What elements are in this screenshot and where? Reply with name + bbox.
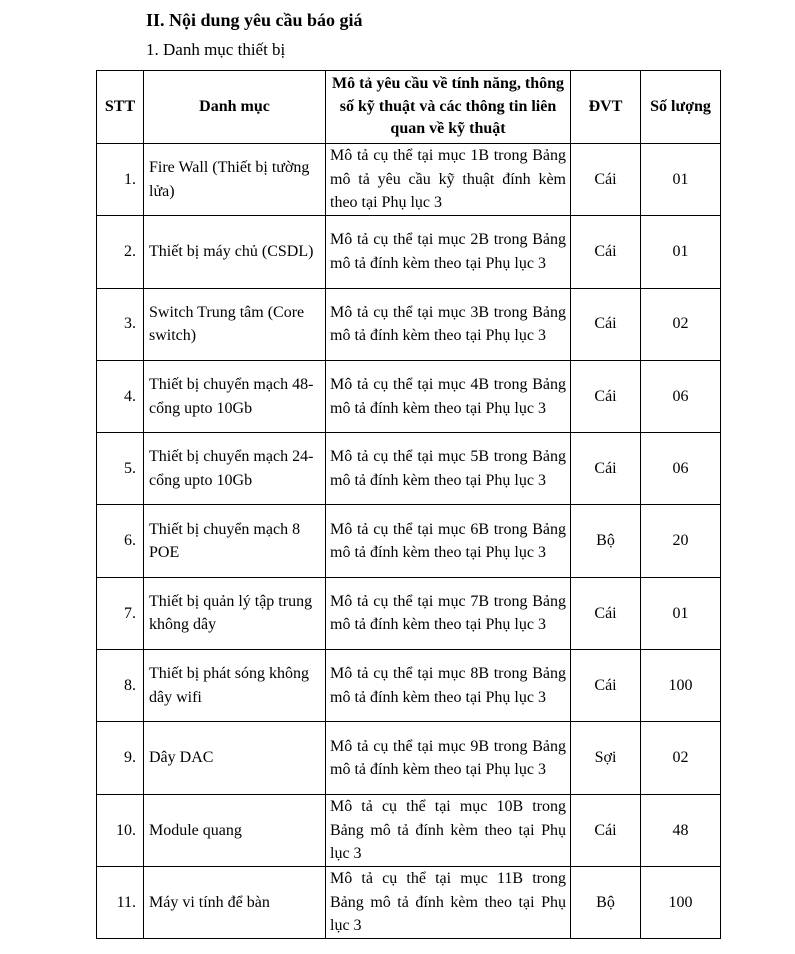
row-quantity: 01 <box>641 216 721 288</box>
row-category: Dây DAC <box>144 722 326 794</box>
row-description: Mô tả cụ thể tại mục 8B trong Bảng mô tả đính kèm theo tại Phụ lục 3 <box>326 650 571 722</box>
table-header-row <box>97 71 721 144</box>
row-quantity: 02 <box>641 288 721 360</box>
row-quantity: 01 <box>641 577 721 649</box>
header-stt: STT <box>97 71 144 144</box>
row-unit: Cái <box>571 794 641 866</box>
table-row <box>97 433 721 505</box>
row-description: Mô tả cụ thể tại mục 5B trong Bảng mô tả đính kèm theo tại Phụ lục 3 <box>326 433 571 505</box>
row-stt: 10. <box>97 794 144 866</box>
row-quantity: 48 <box>641 794 721 866</box>
row-category: Thiết bị phát sóng không dây wifi <box>144 650 326 722</box>
row-description: Mô tả cụ thể tại mục 10B trong Bảng mô tả đính kèm theo tại Phụ lục 3 <box>326 794 571 866</box>
row-quantity: 06 <box>641 433 721 505</box>
row-unit: Cái <box>571 288 641 360</box>
table-row <box>97 794 721 866</box>
table-row <box>97 288 721 360</box>
table-row <box>97 722 721 794</box>
row-category: Thiết bị chuyển mạch 48-cổng upto 10Gb <box>144 360 326 432</box>
header-category: Danh mục <box>144 71 326 144</box>
row-unit: Sợi <box>571 722 641 794</box>
row-description: Mô tả cụ thể tại mục 7B trong Bảng mô tả đính kèm theo tại Phụ lục 3 <box>326 577 571 649</box>
table-row <box>97 866 721 938</box>
row-description: Mô tả cụ thể tại mục 1B trong Bảng mô tả yêu cầu kỹ thuật đính kèm theo tại Phụ lục 3 <box>326 144 571 216</box>
row-unit: Cái <box>571 216 641 288</box>
row-category: Module quang <box>144 794 326 866</box>
table-row <box>97 144 721 216</box>
row-unit: Bộ <box>571 505 641 577</box>
header-unit: ĐVT <box>571 71 641 144</box>
row-description: Mô tả cụ thể tại mục 9B trong Bảng mô tả đính kèm theo tại Phụ lục 3 <box>326 722 571 794</box>
row-category: Fire Wall (Thiết bị tường lửa) <box>144 144 326 216</box>
row-stt: 6. <box>97 505 144 577</box>
row-unit: Cái <box>571 577 641 649</box>
subsection-title: 1. Danh mục thiết bị <box>146 40 286 59</box>
row-quantity: 20 <box>641 505 721 577</box>
row-stt: 2. <box>97 216 144 288</box>
row-description: Mô tả cụ thể tại mục 3B trong Bảng mô tả đính kèm theo tại Phụ lục 3 <box>326 288 571 360</box>
table-row <box>97 360 721 432</box>
row-description: Mô tả cụ thể tại mục 6B trong Bảng mô tả đính kèm theo tại Phụ lục 3 <box>326 505 571 577</box>
row-stt: 4. <box>97 360 144 432</box>
row-description: Mô tả cụ thể tại mục 11B trong Bảng mô tả đính kèm theo tại Phụ lục 3 <box>326 866 571 938</box>
row-unit: Bộ <box>571 866 641 938</box>
row-quantity: 100 <box>641 650 721 722</box>
row-category: Switch Trung tâm (Core switch) <box>144 288 326 360</box>
row-unit: Cái <box>571 360 641 432</box>
row-category: Máy vi tính để bàn <box>144 866 326 938</box>
header-description: Mô tả yêu cầu về tính năng, thông số kỹ thuật và các thông tin liên quan về kỹ thuật <box>326 71 571 144</box>
equipment-table <box>96 70 721 939</box>
row-stt: 1. <box>97 144 144 216</box>
row-unit: Cái <box>571 433 641 505</box>
row-stt: 3. <box>97 288 144 360</box>
row-stt: 5. <box>97 433 144 505</box>
row-category: Thiết bị máy chủ (CSDL) <box>144 216 326 288</box>
row-quantity: 02 <box>641 722 721 794</box>
row-unit: Cái <box>571 144 641 216</box>
row-category: Thiết bị chuyển mạch 24-cổng upto 10Gb <box>144 433 326 505</box>
row-description: Mô tả cụ thể tại mục 2B trong Bảng mô tả đính kèm theo tại Phụ lục 3 <box>326 216 571 288</box>
row-stt: 8. <box>97 650 144 722</box>
row-category: Thiết bị chuyển mạch 8 POE <box>144 505 326 577</box>
row-stt: 9. <box>97 722 144 794</box>
table-row <box>97 577 721 649</box>
table-row <box>97 505 721 577</box>
table-row <box>97 216 721 288</box>
row-unit: Cái <box>571 650 641 722</box>
row-category: Thiết bị quản lý tập trung không dây <box>144 577 326 649</box>
row-stt: 7. <box>97 577 144 649</box>
table-row <box>97 650 721 722</box>
table-body <box>97 144 721 939</box>
row-stt: 11. <box>97 866 144 938</box>
header-quantity: Số lượng <box>641 71 721 144</box>
row-quantity: 100 <box>641 866 721 938</box>
row-description: Mô tả cụ thể tại mục 4B trong Bảng mô tả đính kèm theo tại Phụ lục 3 <box>326 360 571 432</box>
row-quantity: 01 <box>641 144 721 216</box>
section-heading: II. Nội dung yêu cầu báo giá <box>146 10 363 30</box>
row-quantity: 06 <box>641 360 721 432</box>
